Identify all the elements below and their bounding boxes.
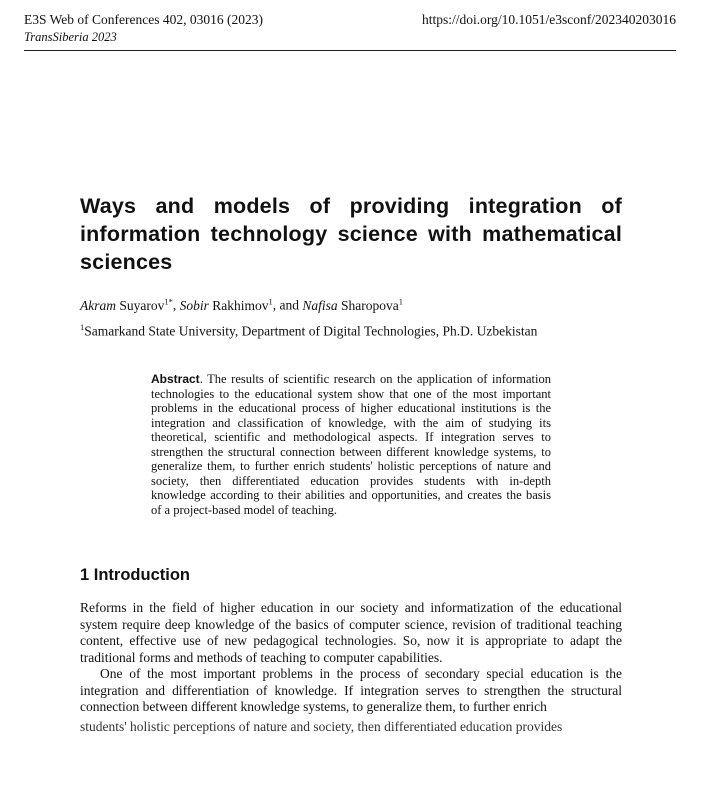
article-number: , 03016 (2023) xyxy=(183,12,264,27)
author-first-name: Akram xyxy=(80,297,116,313)
journal-volume: 402 xyxy=(162,12,184,27)
paragraph: One of the most important problems in the process of secondary special education is the integration and differentiation of knowledge. If integration serves to strengthen the structural connection between different knowledge systems, to generalize them, to further enrich xyxy=(80,666,622,714)
journal-name: E3S Web of Conferences xyxy=(24,12,160,27)
abstract-label: Abstract xyxy=(151,372,200,386)
author-affiliation-mark: 1 xyxy=(268,296,273,306)
author-affiliation-mark: 1* xyxy=(164,296,173,306)
author-last-name: Suyarov xyxy=(119,297,165,313)
author-last-name: Rakhimov xyxy=(212,297,269,313)
affiliation-text: Samarkand State University, Department of Digital Technologies, Ph.D. Uzbekistan xyxy=(84,323,538,339)
author-first-name: Sobir xyxy=(179,297,209,313)
author-affiliation-mark: 1 xyxy=(398,296,404,306)
author xyxy=(80,298,173,313)
introduction-body xyxy=(80,600,622,716)
section-heading: 1 Introduction xyxy=(80,566,190,584)
paper-title: Ways and models of providing integration of information technology science with mathematical sciences xyxy=(80,194,622,274)
author xyxy=(302,298,403,313)
conference-name: TransSiberia 2023 xyxy=(24,30,117,44)
page-header xyxy=(24,10,676,51)
paragraph: Reforms in the field of higher education in our society and informatization of the educational system require deep knowledge of the basics of computer science, revision of traditional teaching content, effective use of new pedagogical technologies. So, now it is appropriate to adapt the traditional forms and methods of teaching to computer capabilities. xyxy=(80,600,622,665)
cropped-text-line xyxy=(80,719,622,734)
abstract xyxy=(151,372,551,517)
affiliation xyxy=(80,322,537,340)
author-separator: , and xyxy=(272,297,303,313)
journal-citation xyxy=(24,12,263,28)
abstract-text: . The results of scientific research on the application of information technologies to the educational system show that one of the most important problems in the educational process of higher educational institutions is the integration and classification of knowledge, with the aim of studying its theoretical, scientific and methodological aspects. If integration serves to strengthen the structural connection between different knowledge systems, to generalize them, to further enrich students' holistic perceptions of nature and society, then differentiated education provides students with in-depth knowledge according to their abilities and opportunities, and creates the basis of a project-based model of teaching. xyxy=(151,372,551,517)
author-list xyxy=(80,296,403,314)
author-separator: , xyxy=(172,297,180,313)
author-first-name: Nafisa xyxy=(302,297,338,313)
cropped-text: students' holistic perceptions of nature and society, then differentiated education provides xyxy=(80,719,563,734)
author-last-name: Sharopova xyxy=(341,297,399,313)
author xyxy=(180,298,273,313)
doi-link[interactable]: https://doi.org/10.1051/e3sconf/202340203016 xyxy=(422,12,676,27)
affiliation-mark: 1 xyxy=(80,322,85,332)
